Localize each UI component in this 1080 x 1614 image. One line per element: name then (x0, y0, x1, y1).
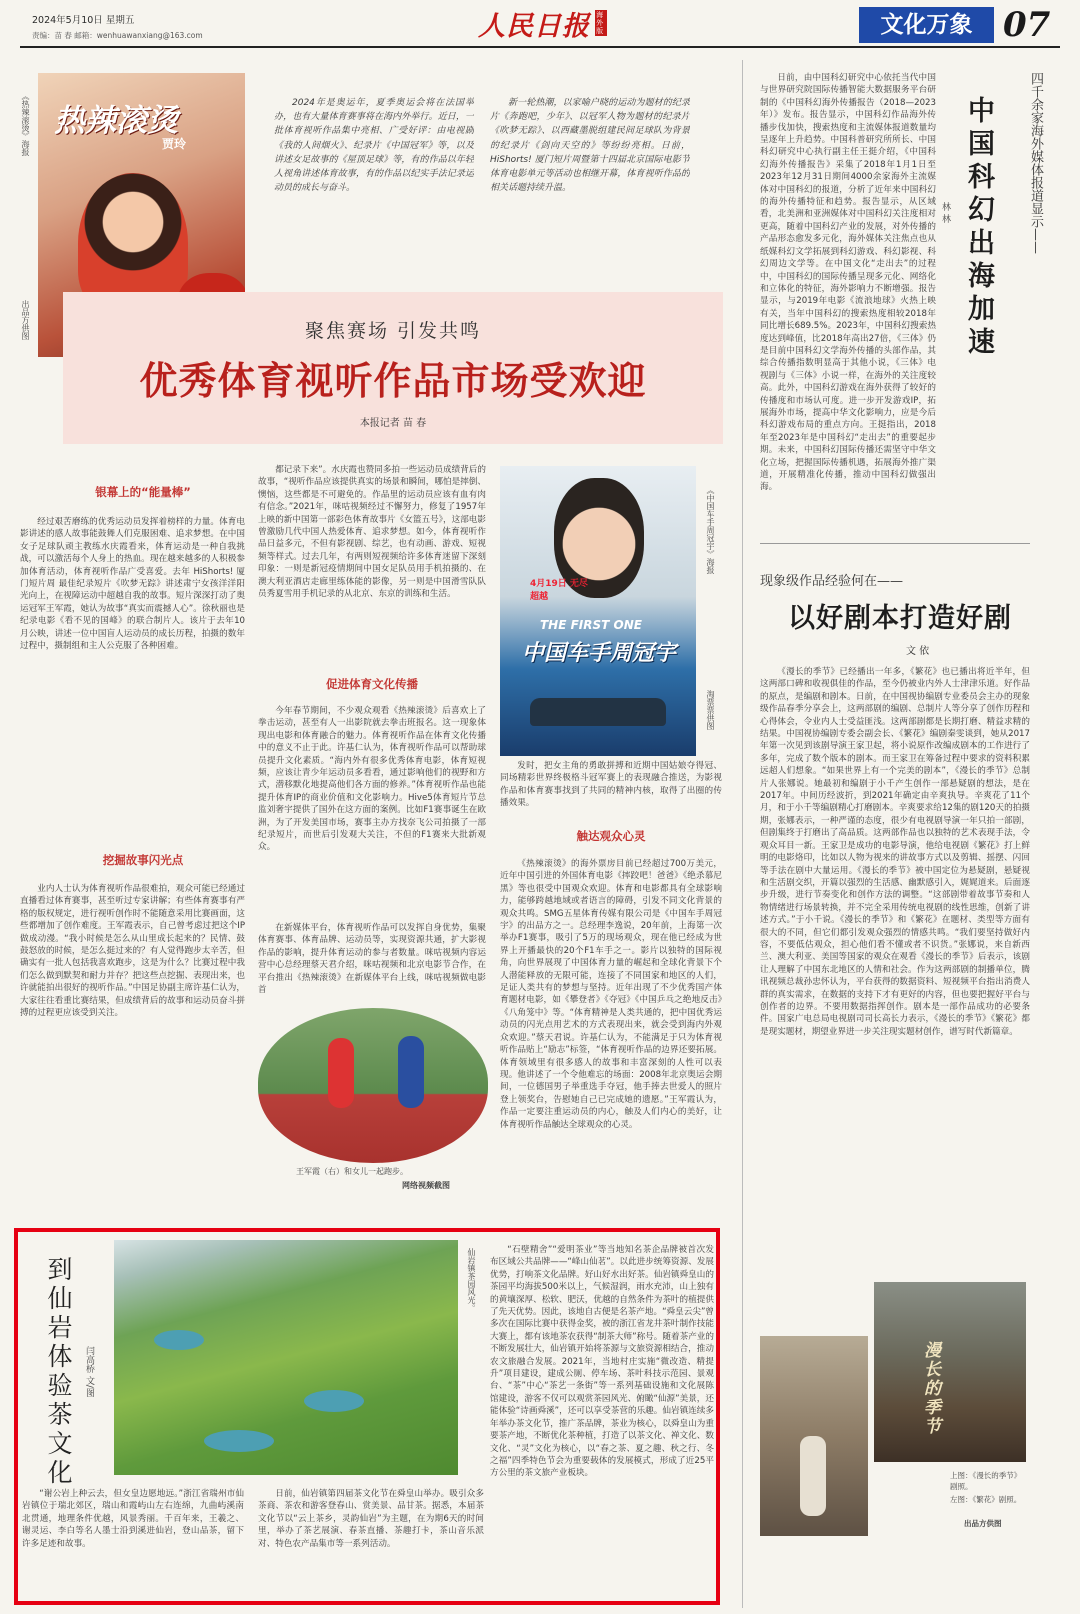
poster-zhou-guanyu (500, 466, 696, 756)
runner-right (398, 1036, 424, 1108)
divider-scifi-drama (760, 543, 1030, 544)
photo-caption-hot-and-spicy: 《热辣滚烫》海报 (21, 92, 30, 156)
scifi-kicker: 四千余家海外媒体报道显示—— (1028, 72, 1043, 254)
photo-credit-hot-and-spicy: 出品方供图 (21, 300, 30, 340)
poster-title-drama: 漫长的季节 (924, 1341, 941, 1437)
sports-col1-part-b: 业内人士认为体育视听作品很难拍，观众可能已经通过直播看过体育赛事，甚至听过专家讲解；有些体育赛事有严格的版权规定，进行视听创作时不能随意采用比赛画面，这些都增加了创作难度。王军霞表示，自己曾考虑过把这个IP做成动漫。“我小时候是怎么从山里成长起来的？民情、鼓鼓怒放的时候，是怎么挺过来的？有人觉得跑步太辛苦，但确实有一批人包括我喜欢跑步，这是为什么？比赛过程中我们怎么做到默契和耐力并存？把这些点挖掘、表现出来，也许就能拍出很好的视听作品。”中国足协副主席许基仁认为，大家往往看重比赛结果，但成绩背后的故事和运动员奋斗拼搏的过程更应该受到关注。 (20, 884, 245, 1019)
sports-col1-part-a: 经过艰苦磨练的优秀运动员发挥着榜样的力量。体育电影讲述的感人故事能鼓舞人们克服困难、追求梦想。在中国女子足球队顽主教练水庆霞看来，体育运动是一种自我挑战，可以激活每个人身上的热血。现在越来越多的人积极参加体育活动，体育视听作品广受喜爱。去年 HiShorts! 厦门短片周 最佳纪录短片《吹梦无踪》讲述肃宁女孩洋洋阳光向上，在视障运动中超越自我的故事。短片深深打动了奥运冠军王军霞，她认为故事“真实而震撼人心”。徐秋丽也是纪录电影《看不见的国峰》的联合制片人。该片于去年10月公映，讲述一位中国盲人运动员的成长历程，拍摄的数年过程中，摄制组和主人公克服了各种困难。 (20, 517, 245, 652)
runner-left (328, 1038, 354, 1108)
subhead-energy-bar: 银幕上的“能量棒” (95, 485, 191, 499)
tea-col-c: “石壁精舍”“爱明茶业”等当地知名茶企品牌被首次发布区域公共品牌——“峰山仙茗”。以此进步统筹资源、发展优势，打响茶文化品牌。好山好水出好茶。仙岩镇舜皇山的茶园平均海拔500米以上，气候湿润，雨水充沛，山上独有的黄壤深厚、松软、肥沃，优越的自然条件为茶叶的植提供了先天优势。因此，该地自古便是名茶产地。“舜皇云尖”曾多次在国际比赛中获得金奖，被的浙江省龙井茶叶制作技能大赛上，都有该地茶农获得“制茶大师”称号。随着茶产业的不断发展壮大，仙岩镇开始将茶源与文旅资源相结合，推动农文旅融合发展。2021年，当地村庄实施“微改造、精提升”项目建设，建成公厕、停车场、茶叶科技示范园、景观台、“茶”中心“茶艺一条街”等一系列基础设施和文化展陈馆建设，游客不仅可以观赏茶园风光、俯瞰“仙源”美景，还能体验“诗画舜溪”，还可以享受茶营的乐趣。仙岩镇连续多年举办茶文化节，推广茶品牌，茶业为核心，以舜皇山为重要茶产地，不断优化茶种植，打造了以茶文化、禅文化、数文化、“灵”文化为核心，以“春之茶、夏之趣、秋之行、冬之福”四季特色节会为重要载体的发展模式，形成了近25平方公里的茶文旅产业板块。 (490, 1245, 714, 1479)
page-number: 07 (1003, 5, 1051, 45)
masthead-text: 人民日报 (478, 11, 590, 42)
masthead-rule (20, 46, 1060, 48)
tea-col-b: 日前，仙岩镇第四届茶文化节在舜皇山举办。吸引众多茶商、茶农和游客登春山、赏美景、品甘茶。据悉，本届茶文化节以“云上茶乡，灵韵仙岩”为主题，在为期6天的时间里，举办了茶艺展演、春茶直播、茶趣打卡，茶山音乐派对、特色农产品集市等一系列活动。 (258, 1489, 484, 1549)
sports-intro-col2: 新一轮热潮，以家喻户晓的运动为题材的纪录片《奔跑吧，少年》、以冠军人物为题材的纪录片《吹梦无踪》、以西藏墨脱组建民间足球队为背景的纪录片《剑向天空的》等纷纷亮相。日前，HiShorts! 厦门短片周暨第十四届北京国际电影节体育电影单元等活动也相继开幕，体育视听作品的相关话题持续升温。 (490, 98, 690, 194)
photo-caption-tea: 仙岩镇茶园风光。 (467, 1248, 476, 1312)
edition-tag: 海外版 (595, 10, 607, 36)
photo-running (258, 1008, 488, 1163)
drama-byline: 文 依 (906, 646, 930, 657)
section-title: 文化万象 (880, 11, 973, 38)
photo-caption-long-season: 上图：《漫长的季节》剧照。 (950, 1471, 1022, 1491)
drama-figure-left (800, 1436, 826, 1516)
sports-col3-part-b: 《热辣滚烫》的海外票房目前已经超过700万美元，近年中国引进的外国体育电影《摔跤吧！爸爸》《绝杀慕尼黑》等也很受中国观众欢迎。体育和电影都具有全球影响力，能够跨越地域或者语言的障碍，引发不同文化背景的观众共鸣。SMG五星体育传媒有限公司是《中国车手周冠宇》的出品方之一。总经理李逸说，20年前，上海第一次举办F1赛事，吸引了5万的现场观众，现在他已经成为世界上开播最快的20个F1车手之一。影片以独特的国际视角，向世界展现了中国体育力量的崛起和全球化背景下个人潜能释放的无限可能，连接了不同国家和地区的人们，足证人类共有的梦想与坚持。近年出现了不少优秀国产体育题材电影，如《攀登者》《夺冠》《中国乒乓之绝地反击》《八角笼中》等。“体育精神是人类共通的，把中国优秀运动员的闪光点用艺术的方式表现出来，就会受到海内外观众欢迎。”蔡天君说。许基仁认为，不能满足于只为体育视听作品贴上“励志”标签，“体育视听作品的边界还要拓展。体育领域里有很多感人的故事和丰富深刻的人性可以表现。他讲述了一个令他难忘的场面：2008年北京奥运会期间，一位德国男子举重选手夺冠，他手捧去世爱人的照片登上领奖台，告慰她自己已完成她的遗愿。”王军霞认为，作品一定要注重运动员的内心，触及人们内心的美好，让体育视听作品触达全球观众的心灵。 (500, 859, 722, 1130)
scifi-byline: 林 林 (940, 202, 950, 223)
poster-subtitle-2: THE FIRST ONE (540, 618, 642, 632)
subhead-promote-culture: 促进体育文化传播 (326, 677, 418, 691)
scifi-body: 日前，由中国科幻研究中心依托当代中国与世界研究院国际传播智能大数据服务平台研制的《中国科幻海外传播报告（2018—2023年）》发布。报告显示，中国科幻作品海外传播步伐加快，搜索热度和主流媒体报道数量均呈逐年上升趋势。中国科普研究所所长、中国科幻研究中心执行副主任王挺介绍，《中国科幻海外传播报告》采集了2018年1月1日至2023年12月31日期间4000余家海外主流媒体对中国科幻的报道，分析了近年来中国科幻的海外传播特征和趋势。报告显示，从区域看，北美洲和亚洲媒体对中国科幻关注度相对更高，随着中国科幻产业的发展，对外传播的产品形态愈发多元化，海外媒体关注焦点也从纸媒科幻文学拓展到科幻游戏、科幻影视、科幻周边文学等。在中国文化“走出去”的过程中，中国科幻的国际传播呈现多元化、网络化和立体化的特征，海外影响力不断增强。报告显示，与2019年电影《流浪地球》火热上映有关，当年中国科幻的搜索热度相较2018年同比增长689.5%。2023年，中国科幻搜索热度达到峰值，比2018年高出27倍，《三体》仍是目前中国科幻文学海外传播的头部作品，其综合传播指数明显高于其他小说，《三体》电视剧与《三体》小说一样，在海外的关注度较高。此外，中国科幻游戏在海外获得了较好的传播度和市场认可度。进一步开发游戏IP，拓展海外市场，提高中华文化影响力，应是今后科幻游戏布局的重点方向。王挺指出，2018年至2023年是中国科幻“走出去”的重要起步期。未来，中国科幻国际传播还需坚守中华文化立场，把握国际传播机遇，拓展海外推广渠道，开展精准化传播，推动中国科幻做强出海。 (760, 73, 936, 493)
poster-director-1: 贾玲 (162, 137, 187, 151)
sports-intro-col1: 2024年是奥运年，夏季奥运会将在法国举办，也有大量体育赛事将在海内外举行。近日，一批体育视听作品集中亮相、广受好评：由电视剧《我的人间烟火》、纪录片《中国冠军》等，以及讲述女足故事的《屋顶足球》等，有的作品以年轻人视角讲述体育故事，有的作品以纪实手法记录运动员的成长与奋斗。 (274, 98, 474, 194)
sports-col2-part-c: 在新媒体平台，体育视听作品可以发挥自身优势，集聚体育赛事、体育品牌、运动员等，实现资源共通，扩大影视作品的影响，提升体育运动的参与者数量。咪咕视频内容运营中心总经理蔡天君介绍，咪咕视频和北京电影节合作，在平台推出《热辣滚烫》在新媒体平台上线，咪咕视频做电影首 (258, 923, 486, 996)
photo-credit-drama: 出品方供图 (964, 1519, 1002, 1528)
tea-headline: 到仙岩体验茶文化 (44, 1256, 73, 1488)
sports-kicker: 聚焦赛场 引发共鸣 (304, 320, 482, 342)
photo-caption-blossoms: 左图：《繁花》剧照。 (950, 1495, 1022, 1504)
tea-col-a: “谢公岩上种云去，但女皇边愿地远。”浙江省瑞州市仙岩镇位于瑞北郊区，瑞山和霞屿山左右连绵，九曲屿溪南北贯通，地理条件优越，风景秀丽。千百年来，王羲之、谢灵运、李白等名人墨士沿到溪进仙岩，登山品茶，留下许多足迹和故事。 (22, 1489, 244, 1549)
drama-body: 《漫长的季节》已经播出一年多，《繁花》也已播出将近半年，但这两部口碑和收视俱佳的作品，至今仍被业内外人士津津乐道。好作品的原点，是编剧和剧本。日前，在中国视协编剧专业委员会主办的现象级作品春季分享会上，这两部剧的编剧、总制片人等分享了创作历程和心得体会，令业内人士受益匪浅。这两部剧都是长期打磨、精益求精的结果。中国视协编剧专委会副会长、《繁花》编剧秦雯谈到，她从2017年第一次见到该剧导演王家卫起，将小说原作改编成剧本的工作进行了多年，完成了数个版本的剧本。而王家卫在筹备过程中要求的资料积累远超人们想象。“如果世界上有一个完美的剧本”，《漫长的季节》总制片人张娜说。她最初和编剧于小千产生创作一部悬疑剧的想法，是在2017年。中间历经波折，到2021年确定由辛爽执导。辛爽花了11个月，和于小千等编剧精心打磨剧本。辛爽要求给12集的剧120天的拍摄期，张娜表示，一种严谨的态度，很少有电视剧导演一年只拍一部剧，但剧集终于打磨出了高品质。这两部作品也以独特的艺术表现手法，令观众耳目一新。王家卫是成功的电影导演，他给电视剧《繁花》打上鲜明的电影烙印，比如以人物为视来的讲故事方式以及剪辑、摇摆、闪回等手法在剧中大量运用。《漫长的季节》被中国定位为悬疑剧，悬疑视和生活剧交织，开篇以强烈的生活感、幽默感引入，娓娓道来。后面逐步升级，进行节奏变化和创作方法的调整。“这部剧带着故事节奏和人物情绪进行场景转换，并不完全采用传统电视剧的线性思维，创新了讲述方式。”于小千说。《漫长的季节》和《繁花》在题材、类型等方面有很大的不同，但它们都引发观众强烈的情感共鸣。“我们要坚持做好内容，不要低估观众，担心他们看不懂或者不识货。”张娜说，来自新西兰、澳大利亚、美国等国家的观众在观看《漫长的季节》后表示，该剧让人理解了中国东北地区的人情和社会。作为这两部剧的制播单位，腾讯视频总裁孙忠怀认为，平台获得的数据资料、短视频平台指出消费人群的真实需求，在数据的支持下才有更好的内容，但也要把握好平台与创作者的边界。不要用数据指挥创作。剧本是一部作品成功的必要条件。国家广电总局电视剧司司长高长力表示，《漫长的季节》《繁花》都是现实题材，期望业界进一步关注现实题材创作，谱写时代新篇章。 (760, 667, 1030, 1037)
race-car-shape (530, 698, 666, 726)
column-rule-main (742, 60, 743, 1608)
tea-pond-1 (154, 1330, 204, 1350)
tea-pond-3 (204, 1430, 274, 1452)
section-title-badge (859, 7, 994, 43)
tea-byline: 闫高桥 文/图 (84, 1346, 94, 1397)
drama-headline: 以好剧本打造好剧 (788, 603, 1012, 634)
header-date: 2024年5月10日 星期五 (32, 15, 135, 26)
poster-title-1: 热辣滚烫 (54, 103, 178, 139)
subhead-dig-story: 挖掘故事闪光点 (102, 853, 184, 867)
sports-headline: 优秀体育视听作品市场受欢迎 (139, 358, 647, 403)
sports-byline: 本报记者 苗 春 (359, 418, 427, 429)
poster-date-2: 4月19日 无尽超越 (530, 579, 588, 602)
subhead-reach-hearts: 触达观众心灵 (576, 829, 646, 843)
sports-col3-part-a: 发时，把女主角的勇敢拼搏和近期中国姑娘夺得冠、同场精彩世界终极格斗冠军赛上的表现融合推送，为影视作品和体育赛事找到了共同的精神内核，取得了出圈的传播效果。 (500, 761, 722, 809)
sports-col2-part-a: 都记录下来”。水庆霞也赞同多拍一些运动员成绩背后的故事，“视听作品应该提供真实的场景和瞬间，哪怕是摔倒、懊恼，这些都是不可避免的。作品里的运动员应该有血有肉有信念。”2021年，咪咕视频经过不懈努力，修复了1957年上映的新中国第一部彩色体育故事片《女篮五号》，这部电影曾激励几代中国人热爱体育、追求梦想。如今，体育视听作品日益多元，不但有影视剧、综艺，也有动画、游戏、短视频等样式。过去几年，有两则短视频给许多体育迷留下深刻印象：一则是新冠疫情期间中国女足队员用手机拍摄的、在澳大利亚酒店走廊里练体能的影像，另一则是中国滑雪队队员秀夏雪用手机记录的从北京、东京的训练和生活。 (258, 465, 486, 600)
poster-title-2: 中国车手周冠宇 (522, 640, 677, 666)
photo-caption-zhou: 《中国车手周冠宇》海报 (706, 486, 715, 574)
sports-col2-part-b: 今年春节期间，不少观众观看《热辣滚烫》后喜欢上了拳击运动，甚至有人一出影院就去拳击班报名。这一现象体现出电影和体育融合的魅力。体育视听作品在体育文化传播中的意义不止于此。许基仁认为，体育视听作品可以帮助球员提升文化素质。“海内外有很多优秀体育电影，体育短视频，应该让青少年运动员多看看，通过影响他们的视野和方式，潜移默化地提高他们各方面的修养。”体育视听作品也能提升体育IP的商业价值和文化影响力。Hive5体育短片节总监刘奢宇提供了国外在这方面的案例。比如F1赛事诞生在欧洲，为了开发美国市场，赛事主办方找奈飞公司拍摄了一部纪录短片，而世后引发观大关注，不但的F1赛来大批新观众。 (258, 706, 486, 853)
photo-credit-running: 网络视频截图 (402, 1181, 450, 1190)
tea-pond-2 (304, 1390, 364, 1412)
masthead-logo (478, 4, 608, 44)
photo-tea-garden (114, 1240, 458, 1475)
photo-caption-running: 王军霞（右）和女儿一起跑步。 (296, 1167, 408, 1176)
scifi-headline: 中国科幻出海加速 (963, 96, 994, 360)
sports-headline-banner (63, 292, 723, 444)
drama-kicker: 现象级作品经验何在—— (760, 574, 904, 589)
photo-long-season (874, 1282, 1026, 1462)
header-editor: 责编：苗 春 邮箱：wenhuawanxiang@163.com (32, 31, 203, 40)
photo-blossoms (760, 1336, 868, 1536)
photo-credit-zhou: 淘票票供图 (706, 690, 715, 730)
